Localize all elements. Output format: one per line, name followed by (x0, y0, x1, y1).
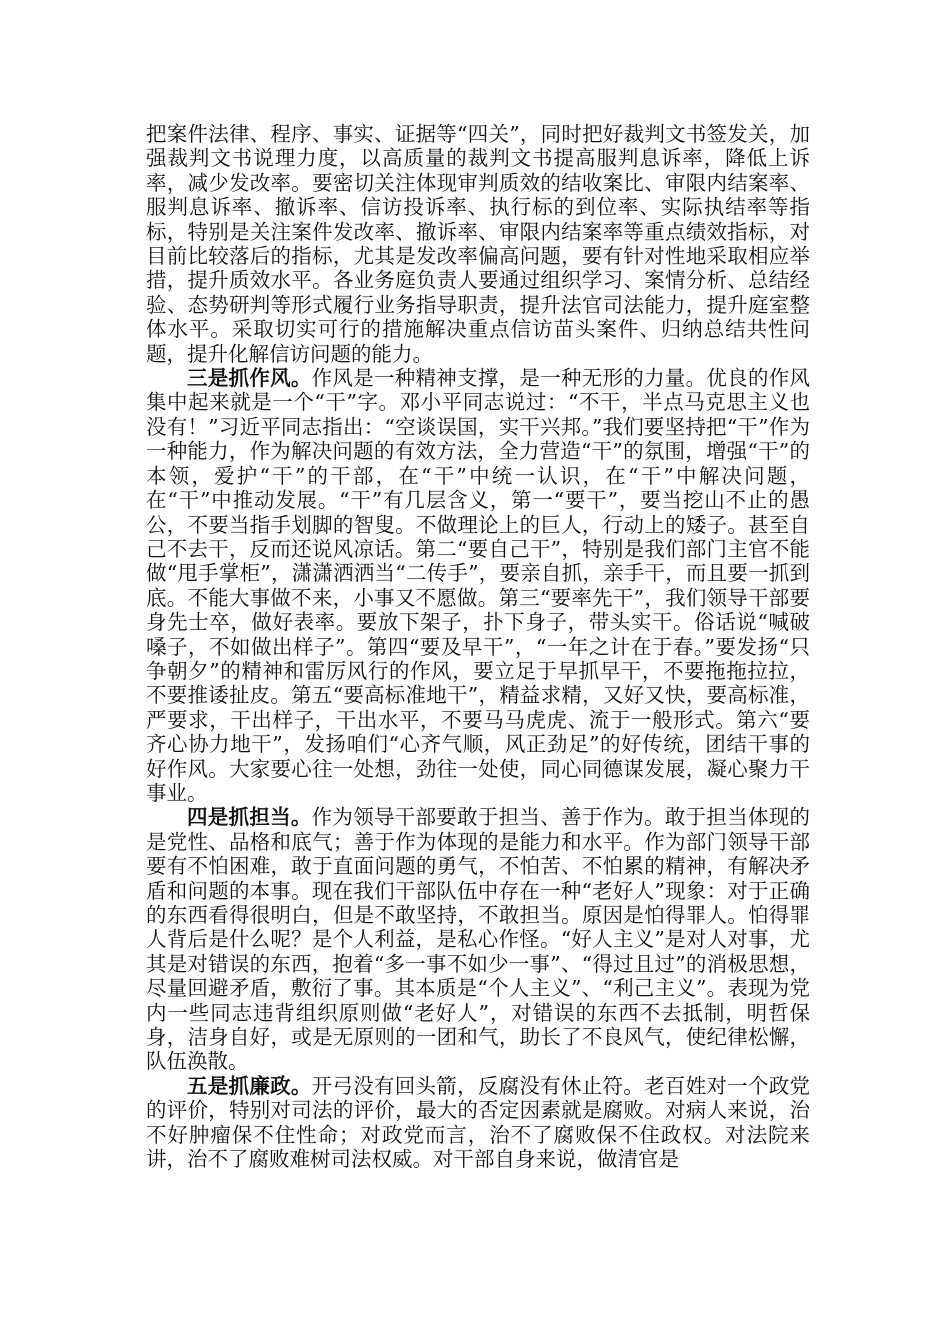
paragraph-work-style (146, 366, 810, 805)
paragraph-heading: 四是抓担当。 (187, 805, 312, 830)
paragraph-body: 把案件法律、程序、事实、证据等“四关”，同时把好裁判文书签发关，加强裁判文书说理力度，以高质量的裁判文书提高服判息诉率，降低上诉率，减少发改率。要密切关注体现审判质效的结收案比、审限内结案率、服判息诉率、撤诉率、信访投诉率、执行标的到位率、实际执结率等指标，特别是关注案件发改率、撤诉率、审限内结案率等重点绩效指标，对目前比较落后的指标，尤其是发改率偏高问题，要有针对性地采取相应举措，提升质效水平。各业务庭负责人要通过组织学习、案情分析、总结经验、态势研判等形式履行业务指导职责，提升法官司法能力，提升庭室整体水平。采取切实可行的措施解决重点信访苗头案件、归纳总结共性问题，提升化解信访问题的能力。 (146, 122, 810, 366)
paragraph-continued (146, 122, 810, 366)
paragraph-body: 作为领导干部要敢于担当、善于作为。敢于担当体现的是党性、品格和底气；善于作为体现的是能力和水平。作为部门领导干部要有不怕困难，敢于直面问题的勇气，不怕苦、不怕累的精神，有解决矛盾和问题的本事。现在我们干部队伍中存在一种“老好人”现象：对于正确的东西看得很明白，但是不敢坚持，不敢担当。原因是怕得罪人。怕得罪人背后是什么呢？是个人利益，是私心作怪。“好人主义”是对人对事，尤其是对错误的东西，抱着“多一事不如少一事”、“得过且过”的消极思想，尽量回避矛盾，敷衍了事。其本质是“个人主义”、“利己主义”。表现为党内一些同志违背组织原则做“老好人”，对错误的东西不去抵制，明哲保身，洁身自好，或是无原则的一团和气，助长了不良风气，使纪律松懈，队伍涣散。 (146, 805, 810, 1074)
paragraph-integrity (146, 1074, 810, 1172)
paragraph-responsibility (146, 805, 810, 1073)
document-page (146, 122, 810, 1171)
paragraph-body: 开弓没有回头箭，反腐没有休止符。老百姓对一个政党的评价，特别对司法的评价，最大的否定因素就是腐败。对病人来说，治不好肿瘤保不住性命；对政党而言，治不了腐败保不住政权。对法院来讲，治不了腐败难树司法权威。对干部自身来说，做清官是 (146, 1073, 810, 1172)
paragraph-body: 作风是一种精神支撑，是一种无形的力量。优良的作风集中起来就是一个“干”字。邓小平同志说过：“不干，半点马克思主义也没有！”习近平同志指出：“空谈误国，实干兴邦。”我们要坚持把“干”作为一种能力，作为解决问题的有效方法，全力营造“干”的氛围，增强“干”的本领，爱护“干”的干部，在“干”中统一认识，在“干”中解决问题，在“干”中推动发展。“干”有几层含义，第一“要干”，要当挖山不止的愚公，不要当指手划脚的智叟。不做理论上的巨人，行动上的矮子。甚至自己不去干，反而还说风凉话。第二“要自己干”，特别是我们部门主官不能做“甩手掌柜”，潇潇洒洒当“二传手”，要亲自抓，亲手干，而且要一抓到底。不能大事做不来，小事又不愿做。第三“要率先干”，我们领导干部要身先士卒，做好表率。要放下架子，扑下身子，带头实干。俗话说“喊破嗓子，不如做出样子”。第四“要及早干”，“一年之计在于春。”要发扬“只争朝夕”的精神和雷厉风行的作风，要立足于早抓早干，不要拖拖拉拉，不要推诿扯皮。第五“要高标准地干”，精益求精，又好又快，要高标准，严要求，干出样子，干出水平，不要马马虎虎、流于一般形式。第六“要齐心协力地干”，发扬咱们“心齐气顺，风正劲足”的好传统，团结干事的好作风。大家要心往一处想，劲往一处使，同心同德谋发展，凝心聚力干事业。 (146, 366, 810, 805)
paragraph-heading: 三是抓作风。 (187, 366, 312, 391)
paragraph-heading: 五是抓廉政。 (187, 1073, 312, 1098)
